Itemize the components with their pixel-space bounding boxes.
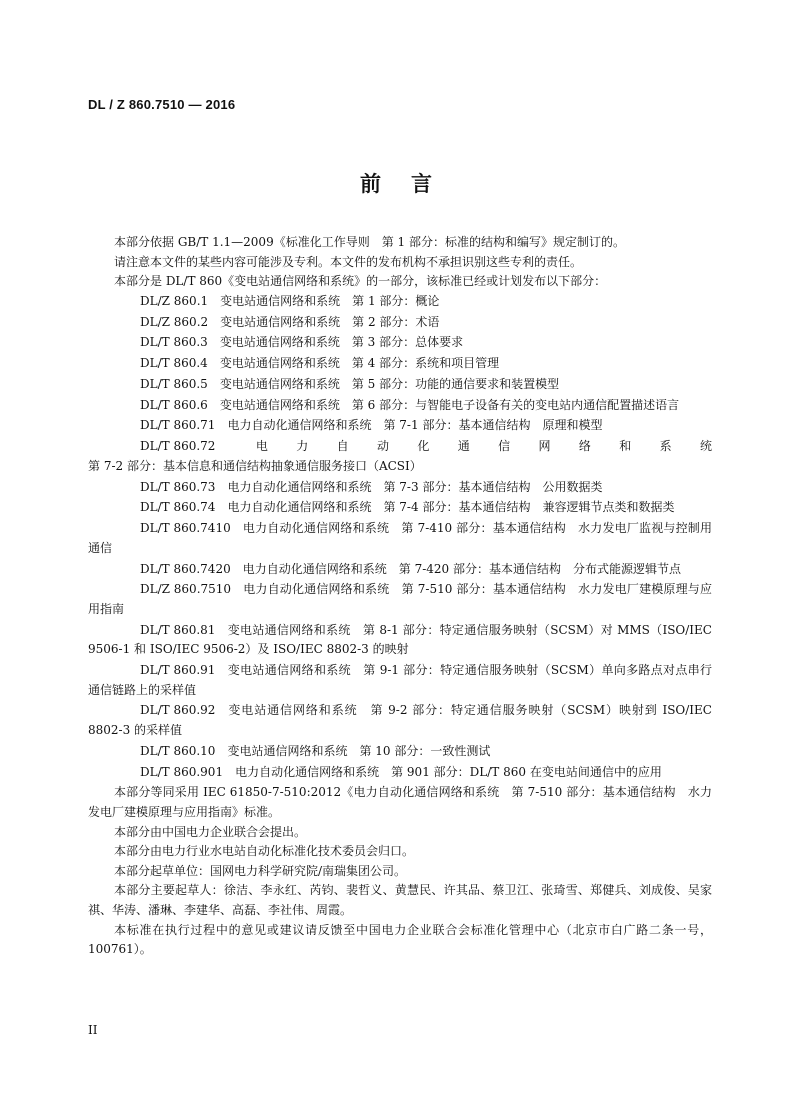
part-code: DL/T 860.7410 (140, 521, 231, 536)
feedback-statement: 本标准在执行过程中的意见或建议请反馈至中国电力企业联合会标准化管理中心（北京市白广路二条一号，100761）。 (88, 922, 712, 957)
part-code: DL/T 860.4 (140, 356, 208, 371)
part-item (88, 292, 712, 312)
part-item (88, 580, 712, 619)
proposer-statement: 本部分由中国电力企业联合会提出。 (114, 824, 307, 839)
part-code: DL/Z 860.2 (140, 314, 209, 329)
part-code: DL/T 860.71 (140, 418, 216, 433)
part-code: DL/T 860.74 (140, 500, 216, 515)
part-title: 第 9-1 部分：特定通信服务映射（SCSM）单向多路点对点串行通信链路上的采样值 (88, 663, 712, 697)
part-series: 变电站通信网络和系统 (219, 376, 340, 391)
part-series: 电力自动化通信网络和系统 (227, 500, 372, 515)
part-item (88, 437, 712, 476)
part-series: 变电站通信网络和系统 (227, 743, 348, 758)
part-code: DL/T 860.91 (140, 663, 216, 678)
part-title: 第 7-1 部分：基本通信结构 原理和模型 (383, 418, 603, 433)
part-item (88, 519, 712, 558)
part-title: 第 7-3 部分：基本通信结构 公用数据类 (383, 479, 603, 494)
part-series: 电力自动化通信网络和系统 (242, 561, 387, 576)
part-item (88, 560, 712, 580)
part-series: 变电站通信网络和系统 (220, 314, 341, 329)
part-title: 第 7-4 部分：基本通信结构 兼容逻辑节点类和数据类 (383, 500, 675, 515)
part-series: 电力自动化通信网络和系统 (227, 418, 372, 433)
part-item (88, 313, 712, 333)
drafters-statement: 本部分主要起草人：徐洁、李永红、芮钧、裴哲义、黄慧民、许其品、蔡卫江、张琦雪、郑健兵、刘成俊、吴家祺、华涛、潘琳、李建华、高磊、李社伟、周霞。 (88, 883, 712, 917)
part-title: 第 10 部分：一致性测试 (359, 743, 491, 758)
part-item (88, 701, 712, 740)
part-code: DL/T 860.72 (140, 439, 216, 454)
part-series: 电力自动化通信网络和系统 (242, 521, 390, 536)
part-title: 第 5 部分：功能的通信要求和装置模型 (351, 376, 560, 391)
part-series: 电力自动化通信网络和系统 (235, 764, 380, 779)
part-series: 变电站通信网络和系统 (219, 397, 340, 412)
part-item (88, 478, 712, 498)
part-code: DL/T 860.92 (140, 703, 216, 718)
part-series: 变电站通信网络和系统 (220, 293, 341, 308)
part-title: 第 1 部分：概论 (352, 293, 440, 308)
part-title: 第 6 部分：与智能电子设备有关的变电站内通信配置描述语言 (351, 397, 680, 412)
part-series: 电力自动化通信网络和系统 (227, 439, 712, 454)
part-title: 第 3 部分：总体要求 (351, 335, 464, 350)
part-item (88, 396, 712, 416)
part-code: DL/T 860.10 (140, 743, 216, 758)
part-title: 第 8-1 部分：特定通信服务映射（SCSM）对 MMS（ISO/IEC 9506-1 和 ISO/IEC 9506-2）及 ISO/IEC 8802-3 的映射 (88, 622, 712, 657)
part-item (88, 416, 712, 436)
part-item (88, 763, 712, 783)
part-item (88, 661, 712, 700)
part-title: 第 7-420 部分：基本通信结构 分布式能源逻辑节点 (398, 561, 681, 576)
intro-paragraph: 本部分是 DL/T 860《变电站通信网络和系统》的一部分，该标准已经或计划发布以下部分： (114, 274, 607, 289)
part-series: 变电站通信网络和系统 (227, 703, 358, 718)
part-title: 第 7-410 部分：基本通信结构 水力发电厂监视与控制用通信 (88, 521, 712, 555)
part-item (88, 621, 712, 660)
part-code: DL/T 860.901 (140, 764, 224, 779)
parts-list (88, 292, 712, 782)
part-code: DL/T 860.81 (140, 622, 216, 637)
part-title: 第 7-510 部分：基本通信结构 水力发电厂建模原理与应用指南 (88, 582, 712, 616)
part-series: 电力自动化通信网络和系统 (243, 582, 390, 597)
part-title: 第 901 部分：DL/T 860 在变电站间通信中的应用 (391, 764, 662, 779)
part-code: DL/Z 860.7510 (140, 582, 232, 597)
part-title: 第 7-2 部分：基本信息和通信结构抽象通信服务接口（ACSI） (88, 458, 422, 473)
foreword-body (88, 233, 712, 960)
part-item (88, 354, 712, 374)
part-title: 第 9-2 部分：特定通信服务映射（SCSM）映射到 ISO/IEC 8802-3 的采样值 (88, 703, 712, 738)
part-code: DL/T 860.3 (140, 335, 208, 350)
standard-number: DL / Z 860.7510 — 2016 (88, 97, 236, 112)
part-item (88, 742, 712, 762)
part-code: DL/Z 860.1 (140, 293, 209, 308)
part-series: 变电站通信网络和系统 (219, 356, 340, 371)
part-series: 变电站通信网络和系统 (219, 335, 340, 350)
intro-paragraph: 本部分依据 GB/T 1.1—2009《标准化工作导则 第 1 部分：标准的结构和编写》规定制订的。 (114, 235, 625, 249)
committee-statement: 本部分由电力行业水电站自动化标准化技术委员会归口。 (114, 844, 415, 859)
part-code: DL/T 860.7420 (140, 561, 231, 576)
page-number: II (88, 1023, 98, 1037)
part-item (88, 375, 712, 395)
part-series: 变电站通信网络和系统 (227, 663, 351, 678)
part-series: 电力自动化通信网络和系统 (227, 479, 372, 494)
part-item (88, 333, 712, 353)
intro-paragraph: 请注意本文件的某些内容可能涉及专利。本文件的发布机构不承担识别这些专利的责任。 (114, 254, 583, 269)
part-item (88, 498, 712, 518)
part-title: 第 4 部分：系统和项目管理 (351, 356, 500, 371)
part-series: 变电站通信网络和系统 (227, 622, 351, 637)
adoption-statement: 本部分等同采用 IEC 61850-7-510:2012《电力自动化通信网络和系统 第 7-510 部分：基本通信结构 水力发电厂建模原理与应用指南》标准。 (88, 785, 712, 819)
part-code: DL/T 860.6 (140, 397, 208, 412)
page-title: 前言 (360, 172, 462, 196)
part-code: DL/T 860.5 (140, 376, 208, 391)
part-title: 第 2 部分：术语 (352, 314, 440, 329)
drafting-unit-statement: 本部分起草单位：国网电力科学研究院/南瑞集团公司。 (114, 863, 407, 878)
part-code: DL/T 860.73 (140, 479, 216, 494)
